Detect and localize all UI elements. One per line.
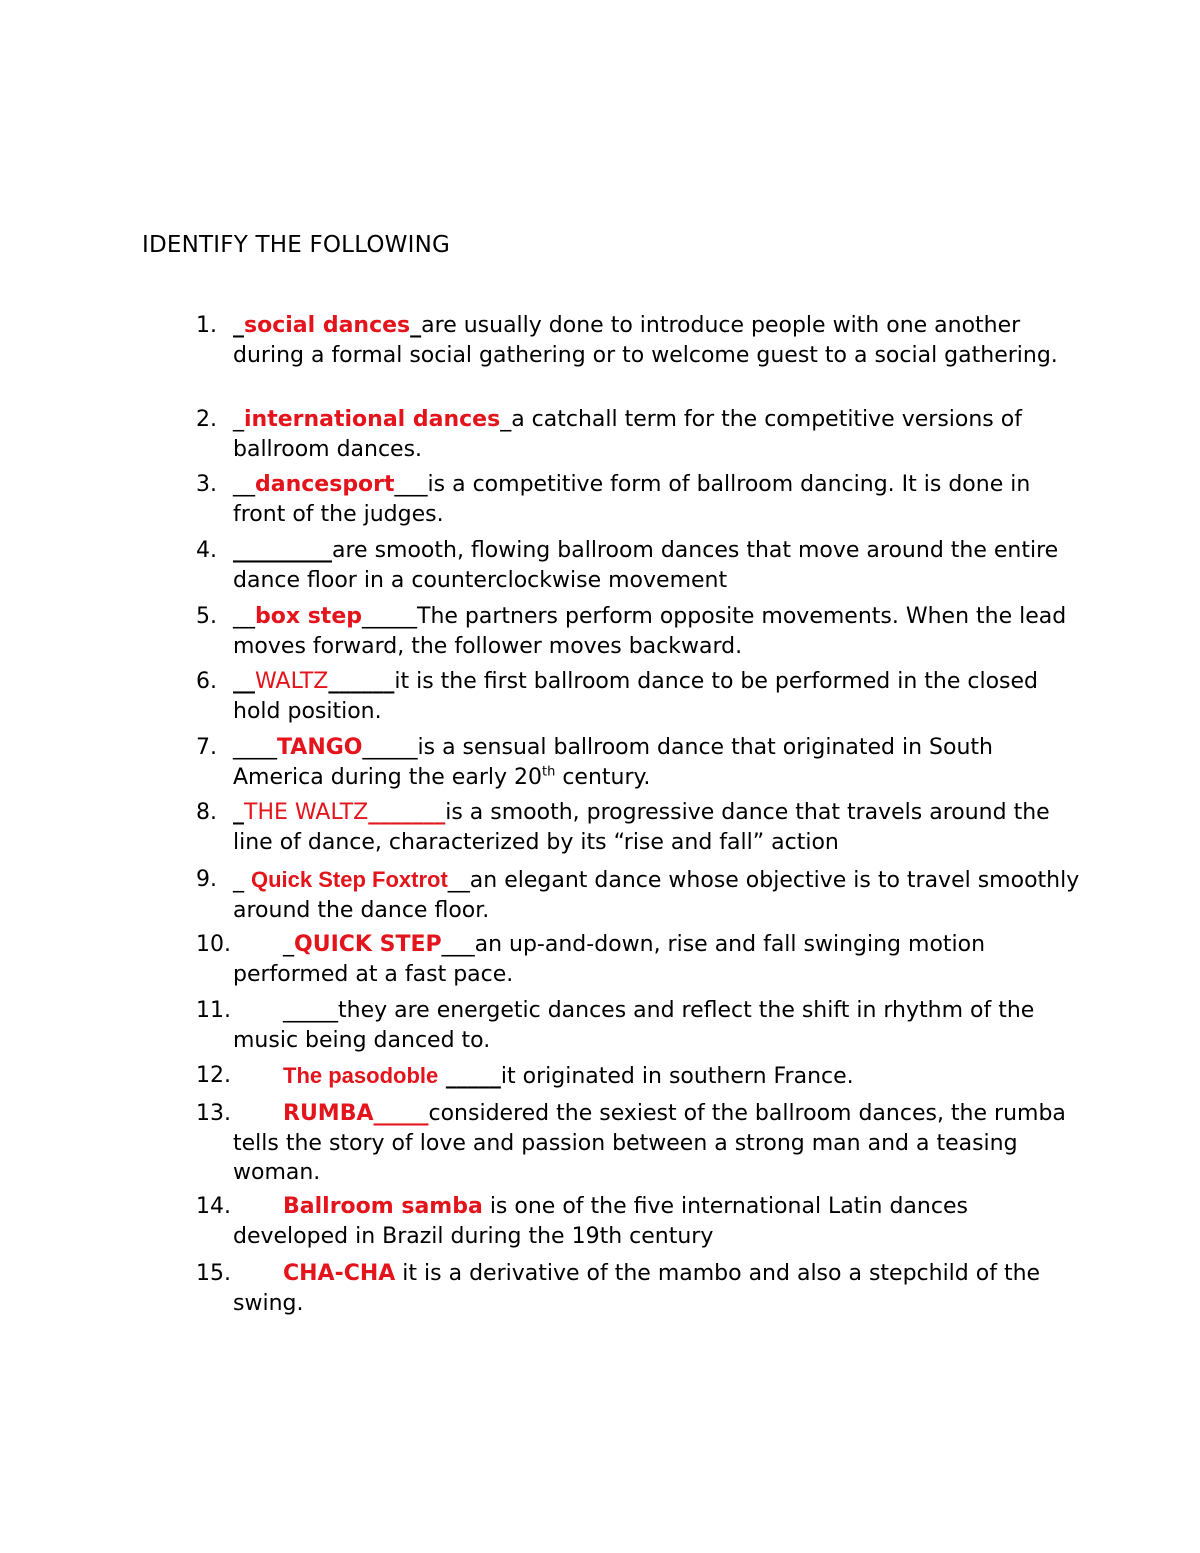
item-text [233, 536, 1083, 595]
blank: _____ [283, 998, 338, 1023]
blank: _______ [368, 800, 446, 825]
item-number: 5. [196, 604, 217, 629]
item-text [233, 1099, 1083, 1188]
item-number: 14. [196, 1194, 231, 1219]
item-text [233, 996, 1083, 1055]
blank: ____ [233, 735, 277, 760]
blank: _____ [362, 735, 418, 760]
blank: ___ [441, 932, 475, 957]
blank: __ [233, 604, 255, 629]
question-text: an up-and-down, rise and fall swinging motion performed at a fast pace. [233, 932, 986, 987]
item-text [233, 311, 1083, 370]
question-text: considered the sexiest of the ballroom dances, the rumba tells the story of love and passion between a strong man and a teasing woman. [233, 1101, 1066, 1185]
blank: ______ [328, 669, 395, 694]
blank: _____ [373, 1101, 429, 1126]
item-number: 2. [196, 407, 217, 432]
item-text [233, 930, 1083, 989]
answer: QUICK STEP [294, 932, 442, 957]
blank: _____ [438, 1064, 501, 1089]
question-text: The partners perform opposite movements. When the lead moves forward, the follower moves backward. [233, 604, 1067, 659]
item-number: 10. [196, 932, 231, 957]
item-text [233, 470, 1083, 529]
item-number: 7. [196, 735, 217, 760]
blank: ___ [394, 472, 428, 497]
item-number: 9. [196, 867, 217, 892]
item-number: 8. [196, 800, 217, 825]
blank: _ [283, 932, 294, 957]
item-text [233, 733, 1083, 792]
item-text [233, 1061, 1083, 1092]
question-text: it is a derivative of the mambo and also a stepchild of the swing. [233, 1261, 1041, 1316]
question-text: is a sensual ballroom dance that originated in South America during the early 20 [233, 735, 993, 790]
blank: _____ [362, 604, 417, 629]
question-text: are usually done to introduce people with one another during a formal social gathering or to welcome guest to a social gathering. [233, 313, 1058, 368]
item-text [233, 602, 1083, 661]
answer: TANGO [277, 735, 363, 760]
answer: RUMBA [283, 1101, 374, 1126]
answer: WALTZ [255, 669, 329, 694]
item-number: 13. [196, 1101, 231, 1126]
question-text: it originated in southern France. [500, 1064, 854, 1089]
answer: Ballroom samba [283, 1194, 483, 1219]
blank: _ [233, 868, 251, 893]
answer: CHA-CHA [283, 1261, 396, 1286]
blank: _________ [233, 538, 332, 563]
blank: __ [233, 669, 255, 694]
item-number: 11. [196, 998, 231, 1023]
question-text: is a competitive form of ballroom dancing. It is done in front of the judges. [233, 472, 1031, 527]
item-text [233, 798, 1083, 857]
item-number: 12. [196, 1063, 231, 1088]
answer: social dances [244, 313, 411, 338]
page-title: IDENTIFY THE FOLLOWING [142, 232, 451, 258]
answer: Quick Step Foxtrot [251, 867, 448, 892]
item-number: 6. [196, 669, 217, 694]
superscript: th [542, 764, 556, 780]
blank: __ [447, 868, 470, 893]
answer: international dances [244, 407, 501, 432]
item-text [233, 1192, 1083, 1251]
item-text [233, 865, 1083, 925]
blank: _ [410, 313, 422, 338]
item-number: 1. [196, 313, 217, 338]
question-text: is a smooth, progressive dance that travels around the line of dance, characterized by its “rise and fall” action [233, 800, 1050, 855]
question-text: an elegant dance whose objective is to travel smoothly around the dance floor. [233, 868, 1080, 923]
blank: __ [233, 472, 255, 497]
blank: _ [233, 407, 244, 432]
answer: box step [255, 604, 362, 629]
question-text: is one of the five international Latin dances developed in Brazil during the 19th century [233, 1194, 968, 1249]
blank: _ [500, 407, 512, 432]
question-text: they are energetic dances and reflect the shift in rhythm of the music being danced to. [233, 998, 1035, 1053]
item-number: 15. [196, 1261, 231, 1286]
question-text: it is the first ballroom dance to be performed in the closed hold position. [233, 669, 1038, 724]
question-text: a catchall term for the competitive versions of ballroom dances. [233, 407, 1022, 462]
item-text [233, 405, 1083, 464]
item-number: 4. [196, 538, 217, 563]
answer: THE WALTZ [244, 800, 369, 825]
question-text: are smooth, flowing ballroom dances that move around the entire dance floor in a counterclockwise movement [233, 538, 1059, 593]
item-text [233, 667, 1083, 726]
question-text: century. [555, 764, 651, 790]
item-number: 3. [196, 472, 217, 497]
blank: _ [233, 800, 244, 825]
item-text [233, 1259, 1083, 1318]
blank: _ [233, 313, 244, 338]
answer: The pasodoble [283, 1063, 439, 1088]
answer: dancesport [255, 472, 395, 497]
